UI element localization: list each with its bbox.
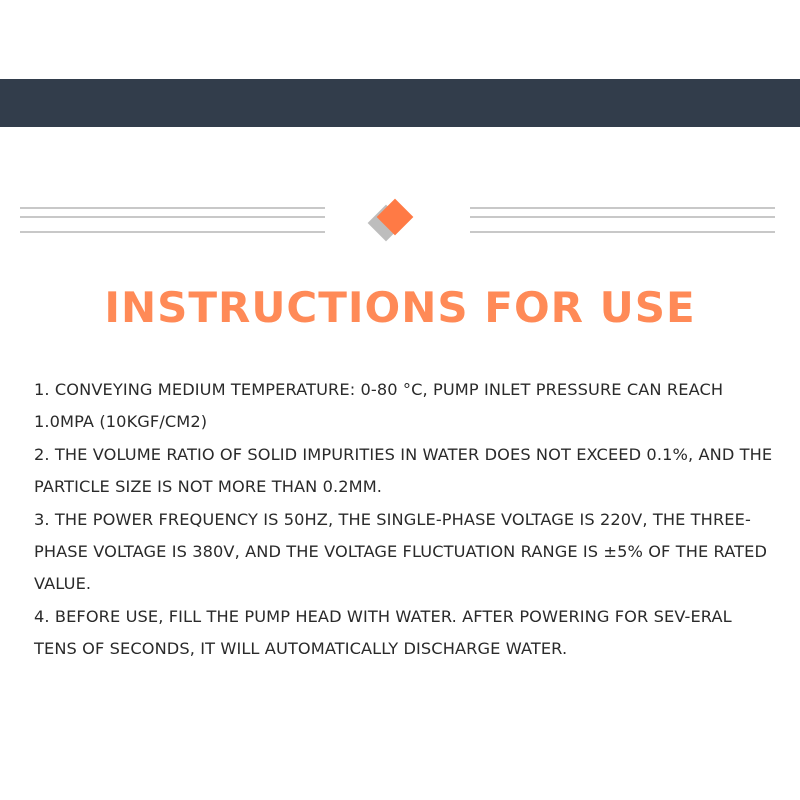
left-divider: [20, 207, 325, 235]
divider-line: [20, 231, 325, 233]
right-divider: [470, 207, 775, 235]
divider-line: [20, 216, 325, 218]
divider-line: [470, 231, 775, 233]
header-band: [0, 79, 800, 127]
instruction-item-1: 1. CONVEYING MEDIUM TEMPERATURE: 0-80 °C, PUMP INLET PRESSURE CAN REACH 1.0MPA (10KGF/CM2): [34, 380, 724, 432]
divider-line: [470, 216, 775, 218]
page-title: INSTRUCTIONS FOR USE: [104, 283, 696, 332]
instruction-item-2: 2. THE VOLUME RATIO OF SOLID IMPURITIES IN WATER DOES NOT EXCEED 0.1%, AND THE PARTICLE SIZE IS NOT MORE THAN 0.2MM.: [34, 444, 773, 497]
divider-line: [20, 207, 325, 209]
divider-line: [470, 207, 775, 209]
instruction-item-4: 4. BEFORE USE, FILL THE PUMP HEAD WITH WATER. AFTER POWERING FOR SEV-ERAL TENS OF SECONDS, IT WILL AUTOMATICALLY DISCHARGE WATER.: [34, 606, 732, 659]
instructions-list: [34, 374, 774, 666]
diamond-ornament-icon: [364, 198, 424, 248]
instruction-item-3: 3. THE POWER FREQUENCY IS 50HZ, THE SINGLE-PHASE VOLTAGE IS 220V, THE THREE-PHASE VOLTAGE IS 380V, AND THE VOLTAGE FLUCTUATION RANGE IS ±5% OF THE RATED VALUE.: [34, 509, 768, 594]
